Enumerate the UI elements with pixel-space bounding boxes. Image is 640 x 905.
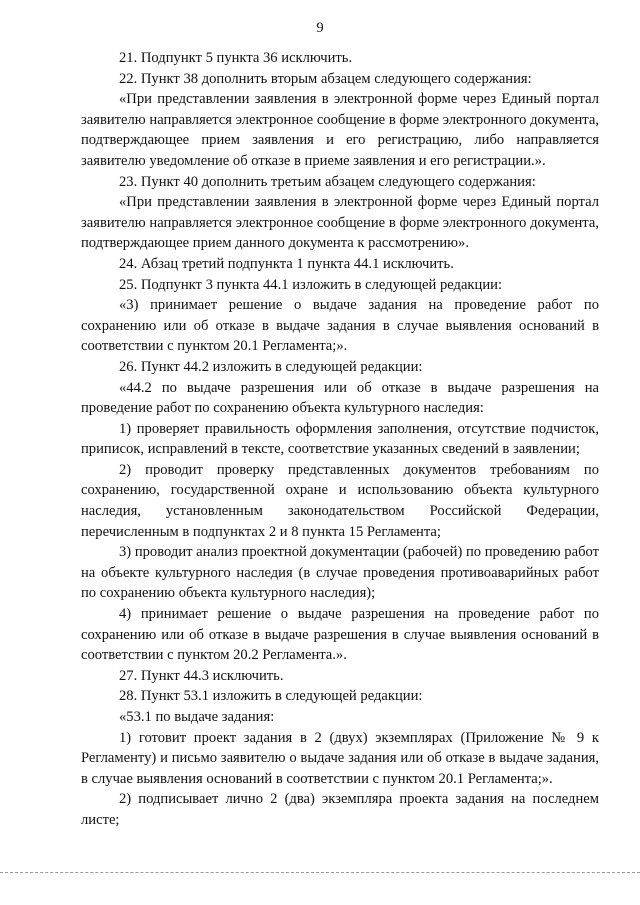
- paragraph-25-quote: «3) принимает решение о выдаче задания на проведение работ по сохранению или об отказе в выдаче задания в случае выявления оснований в соответствии с пунктом 20.1 Регламента;».: [81, 297, 599, 355]
- paragraph-26-item-4: 4) принимает решение о выдаче разрешения на проведение работ по сохранению или об отказе в выдаче разрешения в случае выявления оснований в соответствии с пунктом 20.2 Регламента.».: [81, 606, 599, 664]
- paragraph-28-quote: «53.1 по выдаче задания:: [119, 709, 275, 725]
- paragraph-26-item-2: 2) проводит проверку представленных документов требованиям по сохранению, государственной охране и использованию объекта культурного наследия, установленным законодательством Российской Федерации, перечисленным в подпунктах 2 и 8 пункта 15 Регламента;: [81, 461, 599, 540]
- page-number: 9: [316, 20, 324, 36]
- paragraph-21: 21. Подпункт 5 пункта 36 исключить.: [119, 50, 353, 66]
- paragraph-28-item-2: 2) подписывает лично 2 (два) экземпляра проекта задания на последнем листе;: [81, 791, 599, 828]
- paragraph-22-quote: «При представлении заявления в электронной форме через Единый портал заявителю направляется электронное сообщение в форме электронного документа, подтверждающее прием заявления и его регистрацию, либо направляется заявителю уведомление об отказе в приеме заявления и его регистрации.».: [81, 91, 599, 169]
- scan-edge-line: [0, 872, 640, 873]
- paragraph-23: 23. Пункт 40 дополнить третьим абзацем следующего содержания:: [119, 173, 536, 190]
- paragraph-28-item-1: 1) готовит проект задания в 2 (двух) экземплярах (Приложение № 9 к Регламенту) и письмо заявителю о выдаче задания или об отказе в выдаче задания, в случае выявления оснований в соответствии с пунктом 20.1 Регламента;».: [81, 729, 599, 787]
- paragraph-27: 27. Пункт 44.3 исключить.: [119, 667, 284, 684]
- paragraph-26: 26. Пункт 44.2 изложить в следующей редакции:: [119, 358, 423, 375]
- paragraph-24: 24. Абзац третий подпункта 1 пункта 44.1 исключить.: [119, 255, 454, 272]
- paragraph-22: 22. Пункт 38 дополнить вторым абзацем следующего содержания:: [119, 70, 532, 87]
- paragraph-28: 28. Пункт 53.1 изложить в следующей редакции:: [119, 688, 423, 705]
- paragraph-25: 25. Подпункт 3 пункта 44.1 изложить в следующей редакции:: [119, 276, 503, 293]
- paragraph-23-quote: «При представлении заявления в электронной форме через Единый портал заявителю направляется электронное сообщение в форме электронного документа, подтверждающее прием данного документа к рассмотрению».: [81, 194, 599, 252]
- document-body: [81, 48, 599, 831]
- paragraph-26-item-1: 1) проверяет правильность оформления заполнения, отсутствие подчисток, приписок, исправлений в тексте, соответствие указанных сведений в заявлении;: [81, 420, 599, 458]
- paragraph-26-quote: «44.2 по выдаче разрешения или об отказе в выдаче разрешения на проведение работ по сохранению объекта культурного наследия:: [81, 379, 599, 417]
- paragraph-26-item-3: 3) проводит анализ проектной документации (рабочей) по проведению работ на объекте культурного наследия (в случае проведения противоаварийных работ по сохранению объекта культурного наследия);: [81, 544, 599, 602]
